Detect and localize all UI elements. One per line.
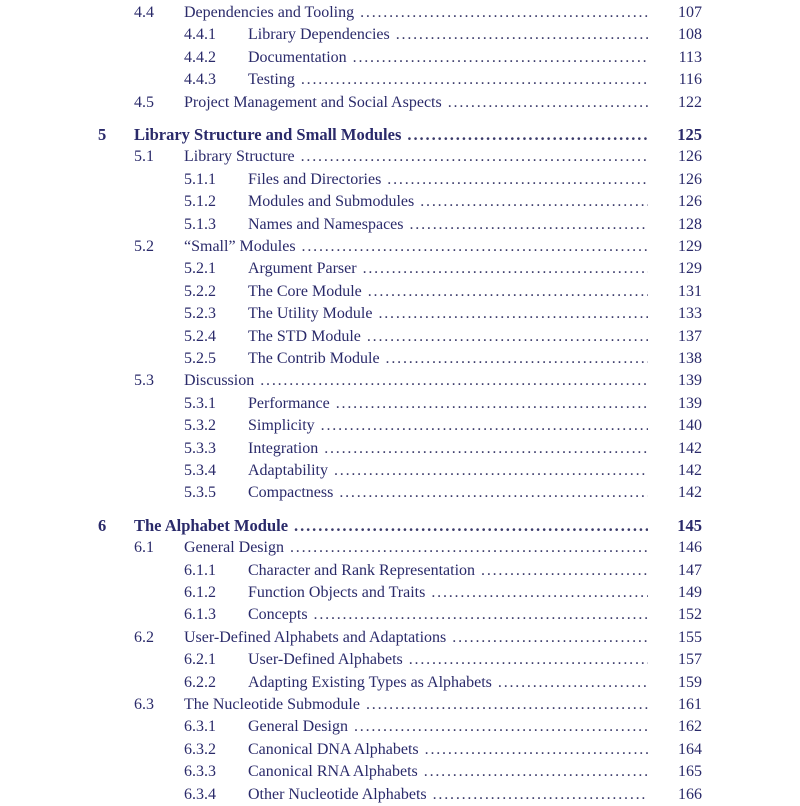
toc-entry[interactable] [0, 415, 800, 437]
toc-entry-line [184, 236, 654, 258]
toc-entry-title[interactable]: Library Dependencies [248, 26, 390, 44]
toc-entry-line [184, 2, 654, 24]
leader-dots [448, 92, 648, 114]
toc-entry-title[interactable]: Library Structure [184, 148, 295, 166]
toc-entry-line [248, 303, 654, 325]
toc-entry-line [134, 124, 654, 146]
toc-entry[interactable] [0, 24, 800, 46]
leader-dots [424, 761, 648, 783]
toc-entry-title[interactable]: Performance [248, 394, 330, 412]
toc-entry[interactable] [0, 604, 800, 626]
toc-entry[interactable] [0, 716, 800, 738]
toc-entry[interactable] [0, 303, 800, 325]
toc-entry-title[interactable]: Character and Rank Representation [248, 561, 476, 579]
toc-entry-line [248, 214, 654, 236]
toc-entry[interactable] [0, 281, 800, 303]
leader-dots [366, 694, 648, 716]
toc-entry-title[interactable]: Testing [248, 71, 295, 89]
toc-entry-page[interactable]: 126 [678, 193, 702, 211]
toc-entry-line [248, 784, 654, 806]
toc-entry-title[interactable]: Concepts [248, 606, 308, 624]
toc-entry[interactable] [0, 47, 800, 69]
toc-entry[interactable] [0, 582, 800, 604]
toc-entry-number: 5.3.5 [184, 484, 216, 502]
leader-dots [368, 281, 648, 303]
toc-entry-number: 5.2.4 [184, 327, 216, 345]
toc-entry-line [184, 537, 654, 559]
toc-entry-page[interactable]: 129 [678, 238, 702, 255]
toc-entry-title[interactable]: The STD Module [248, 327, 361, 345]
leader-dots [339, 482, 648, 504]
toc-entry-page[interactable]: 137 [678, 327, 702, 345]
leader-dots [386, 348, 648, 370]
toc-entry[interactable] [0, 326, 800, 348]
toc-entry[interactable] [0, 370, 800, 392]
toc-entry-title[interactable]: The Nucleotide Submodule [184, 696, 360, 713]
toc-entry-page[interactable]: 129 [678, 260, 702, 278]
toc-entry-title[interactable]: Documentation [248, 48, 347, 66]
toc-entry-line [248, 482, 654, 504]
toc-entry[interactable] [0, 146, 800, 168]
toc-entry-page[interactable]: 122 [678, 93, 702, 111]
toc-entry-line [248, 438, 654, 460]
toc-entry-page[interactable]: 164 [678, 740, 702, 758]
toc-entry-line [248, 258, 654, 280]
toc-entry-title[interactable]: Adaptability [248, 462, 328, 479]
toc-entry-page[interactable]: 155 [678, 628, 702, 646]
toc-entry-title[interactable]: Names and Namespaces [248, 215, 404, 233]
toc-entry-number: 5.2 [134, 238, 154, 255]
toc-entry[interactable] [0, 348, 800, 370]
toc-entry-title[interactable]: Discussion [184, 372, 255, 390]
toc-entry-line [248, 672, 654, 694]
toc-entry-number: 6 [98, 515, 107, 535]
leader-dots [324, 438, 648, 460]
toc-entry[interactable] [0, 191, 800, 213]
toc-entry-line [184, 694, 654, 716]
toc-entry-page[interactable]: 133 [678, 305, 702, 323]
toc-entry-title[interactable]: Canonical DNA Alphabets [248, 740, 419, 758]
toc-entry[interactable] [0, 784, 800, 806]
toc-entry-page[interactable]: 142 [678, 484, 702, 502]
toc-entry-number: 5.1.1 [184, 170, 216, 188]
leader-dots [409, 649, 648, 671]
leader-dots [407, 124, 648, 146]
leader-dots [410, 214, 649, 236]
toc-entry-line [248, 69, 654, 91]
leader-dots [336, 393, 648, 415]
toc-entry-title[interactable]: Adapting Existing Types as Alphabets [248, 673, 492, 691]
toc-entry[interactable] [0, 694, 800, 716]
toc-entry-title[interactable]: The Utility Module [248, 305, 373, 323]
toc-entry-number: 5.1.2 [184, 193, 216, 211]
toc-entry[interactable] [0, 2, 800, 24]
toc-entry-page[interactable]: 152 [678, 606, 702, 624]
leader-dots [396, 24, 648, 46]
toc-entry-number: 4.4.1 [184, 26, 216, 44]
toc-entry-number: 6.2.2 [184, 673, 216, 691]
leader-dots [481, 560, 648, 582]
toc-entry[interactable] [0, 214, 800, 236]
toc-entry[interactable] [0, 169, 800, 191]
toc-entry-line [184, 92, 654, 114]
leader-dots [433, 784, 648, 806]
toc-entry-number: 6.1.3 [184, 606, 216, 624]
toc-entry-title[interactable]: Function Objects and Traits [248, 584, 426, 601]
leader-dots [334, 460, 648, 482]
toc-entry-line [184, 146, 654, 168]
leader-dots [420, 191, 648, 213]
toc-entry-title[interactable]: Compactness [248, 484, 334, 502]
toc-entry-line [248, 393, 654, 415]
leader-dots [431, 582, 648, 604]
toc-entry-title[interactable]: Integration [248, 439, 319, 457]
toc-entry-title[interactable]: Modules and Submodules [248, 193, 415, 211]
leader-dots [387, 169, 648, 191]
toc-entry[interactable] [0, 649, 800, 671]
toc-entry-number: 6.3.4 [184, 785, 216, 803]
toc-entry-title[interactable]: “Small” Modules [184, 238, 296, 255]
leader-dots [302, 236, 648, 258]
toc-entry-number: 5.2.3 [184, 305, 216, 323]
toc-entry[interactable] [0, 124, 800, 146]
toc-entry-number: 4.4.3 [184, 71, 216, 89]
toc-entry-title[interactable]: Library Structure and Small Modules [134, 125, 402, 144]
toc-entry-page[interactable]: 128 [678, 215, 702, 233]
toc-entry-line [248, 191, 654, 213]
leader-dots [314, 604, 648, 626]
toc-entry-line [184, 627, 654, 649]
toc-entry-number: 6.3.3 [184, 763, 216, 781]
toc-entry-page[interactable]: 159 [678, 673, 702, 691]
toc-entry[interactable] [0, 537, 800, 559]
toc-entry-title[interactable]: Project Management and Social Aspects [184, 93, 442, 111]
toc-entry-line [248, 348, 654, 370]
toc-entry-line [248, 761, 654, 783]
toc-entry-title[interactable]: The Contrib Module [248, 350, 380, 367]
toc-entry-page[interactable]: 113 [678, 48, 702, 66]
leader-dots [378, 303, 648, 325]
toc-entry-page[interactable]: 138 [678, 350, 702, 367]
toc-entry-line [248, 716, 654, 738]
toc-entry-title[interactable]: Other Nucleotide Alphabets [248, 785, 427, 803]
toc-entry-number: 5.3 [134, 372, 154, 390]
toc-entry-line [248, 739, 654, 761]
toc-entry-title[interactable]: The Alphabet Module [134, 515, 289, 535]
toc-entry-number: 6.3.2 [184, 740, 216, 758]
toc-entry-title[interactable]: Canonical RNA Alphabets [248, 763, 418, 781]
toc-entry-line [248, 604, 654, 626]
toc-entry-page[interactable]: 142 [678, 439, 702, 457]
toc-entry[interactable] [0, 627, 800, 649]
toc-entry-number: 5.3.4 [184, 462, 216, 479]
toc-entry[interactable] [0, 438, 800, 460]
toc-entry-page[interactable]: 166 [678, 785, 702, 803]
toc-entry-title[interactable]: General Design [248, 718, 348, 736]
leader-dots [425, 739, 648, 761]
leader-dots [354, 716, 648, 738]
toc-entry-page[interactable]: 142 [678, 462, 702, 479]
leader-dots [321, 415, 648, 437]
toc-entry-number: 4.4 [134, 4, 154, 21]
toc-entry-page[interactable]: 157 [678, 651, 702, 669]
toc-entry-page[interactable]: 125 [677, 125, 702, 144]
toc-entry-line [248, 24, 654, 46]
toc-entry[interactable] [0, 560, 800, 582]
toc-entry-page[interactable]: 107 [678, 4, 702, 21]
leader-dots [290, 537, 648, 559]
toc-entry[interactable] [0, 258, 800, 280]
leader-dots [498, 672, 648, 694]
toc-entry-title[interactable]: Files and Directories [248, 170, 382, 188]
toc-entry-number: 6.1.1 [184, 561, 216, 579]
toc-entry-page[interactable]: 146 [678, 539, 702, 557]
leader-dots [294, 515, 648, 537]
toc-entry-number: 5.2.5 [184, 350, 216, 367]
toc-entry-page[interactable]: 161 [678, 696, 702, 713]
toc-entry[interactable] [0, 69, 800, 91]
toc-entry-title[interactable]: General Design [184, 539, 284, 557]
leader-dots [260, 370, 648, 392]
toc-entry[interactable] [0, 92, 800, 114]
toc-entry-page[interactable]: 162 [678, 718, 702, 736]
toc-entry-title[interactable]: The Core Module [248, 282, 362, 300]
toc-entry-number: 6.1.2 [184, 584, 216, 601]
leader-dots [452, 627, 648, 649]
toc-entry-page[interactable]: 131 [678, 282, 702, 300]
toc-entry-line [248, 326, 654, 348]
toc-entry-number: 5.2.1 [184, 260, 216, 278]
toc-entry-number: 6.3.1 [184, 718, 216, 736]
toc-entry-line [134, 515, 654, 537]
leader-dots [360, 2, 648, 24]
toc-entry-title[interactable]: Simplicity [248, 417, 315, 435]
toc-entry-line [248, 169, 654, 191]
toc-entry-line [248, 649, 654, 671]
toc-entry-number: 5 [98, 125, 107, 144]
toc-entry-number: 5.1.3 [184, 215, 216, 233]
toc-entry-number: 4.5 [134, 93, 154, 111]
toc-entry-number: 5.3.3 [184, 439, 216, 457]
toc-entry-page[interactable]: 108 [678, 26, 702, 44]
toc-entry-page[interactable]: 147 [678, 561, 702, 579]
toc-entry-page[interactable]: 140 [678, 417, 702, 435]
toc-entry-number: 6.2 [134, 628, 154, 646]
leader-dots [301, 146, 648, 168]
toc-entry-line [184, 370, 654, 392]
toc-entry-title[interactable]: User-Defined Alphabets and Adaptations [184, 628, 447, 646]
toc-entry-page[interactable]: 145 [677, 515, 702, 535]
toc-entry-title[interactable]: Dependencies and Tooling [184, 4, 355, 21]
leader-dots [353, 47, 648, 69]
toc-entry-number: 6.1 [134, 539, 154, 557]
toc-entry[interactable] [0, 460, 800, 482]
toc-entry-number: 6.2.1 [184, 651, 216, 669]
toc-entry-number: 5.2.2 [184, 282, 216, 300]
toc-entry-line [248, 560, 654, 582]
toc-entry[interactable] [0, 482, 800, 504]
toc-entry[interactable] [0, 739, 800, 761]
toc-entry-page[interactable]: 165 [678, 763, 702, 781]
toc-entry-page[interactable]: 116 [678, 71, 702, 89]
toc-entry-number: 6.3 [134, 696, 154, 713]
toc-entry-page[interactable]: 139 [678, 394, 702, 412]
toc-entry[interactable] [0, 236, 800, 258]
toc-entry-line [248, 460, 654, 482]
toc-entry-title[interactable]: User-Defined Alphabets [248, 651, 403, 669]
toc-entry-number: 4.4.2 [184, 48, 216, 66]
toc-entry-number: 5.3.1 [184, 394, 216, 412]
toc-entry-page[interactable]: 139 [678, 372, 702, 390]
leader-dots [367, 326, 648, 348]
toc-entry-page[interactable]: 149 [678, 584, 702, 601]
toc-entry[interactable] [0, 672, 800, 694]
leader-dots [301, 69, 648, 91]
toc-entry-page[interactable]: 126 [678, 148, 702, 166]
toc-entry[interactable] [0, 761, 800, 783]
toc-entry[interactable] [0, 515, 800, 537]
toc-entry-number: 5.3.2 [184, 417, 216, 435]
toc-entry-line [248, 281, 654, 303]
toc-entry-page[interactable]: 126 [678, 170, 702, 188]
toc-entry-line [248, 582, 654, 604]
toc-entry-number: 5.1 [134, 148, 154, 166]
leader-dots [363, 258, 648, 280]
toc-entry[interactable] [0, 393, 800, 415]
toc-entry-line [248, 47, 654, 69]
toc-entry-line [248, 415, 654, 437]
toc-entry-title[interactable]: Argument Parser [248, 260, 357, 278]
